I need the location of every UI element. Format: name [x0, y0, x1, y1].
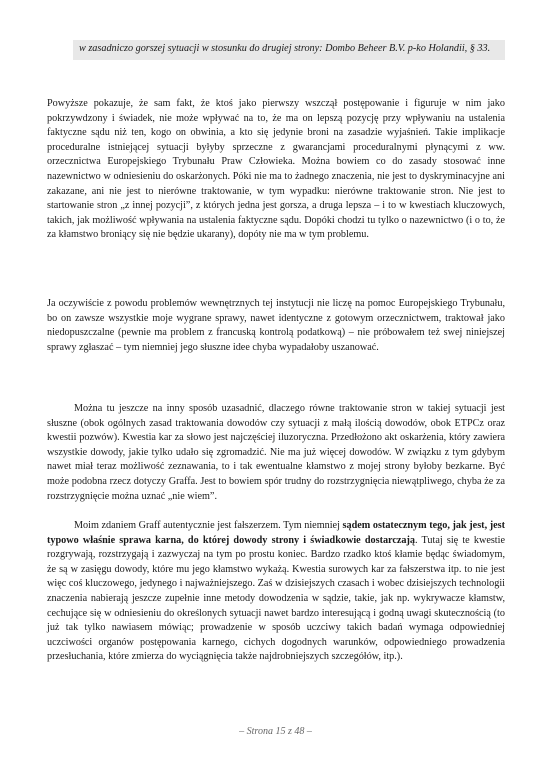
paragraph-4-rest: . Tutaj się te kwestie rozgrywają, rozstrzygają i zazwyczaj na tym po prostu koniec. Bardzo rzadko ktoś kłamie będąc świadomym, że są w zasięgu dowody, które mu jego kłamstwo wykażą. Kwestia surowych kar za fałszerstwa itp. to nie jest więc coś kluczowego, jedynego i najważniejszego. Zaś w dzisiejszych czasach i wobec dzisiejszych technologii znaczenia nabierają jeszcze zupełnie inne metody dowodzenia w sądzie, takie, jak np. wykrywacze kłamstw, cechujące się w odniesieniu do określonych sytuacji nawet bardzo interesującą i godną uwagi skutecznością (to już tak tylko nawiasem mówiąc; prowadzenie w sposób uczciwy takich badań wymaga odpowiedniej uczciwości organów postępowania karnego, cichych dogodnych warunków, odpowiedniego prowadzenia przesłuchania, które zmierza do wyciągnięcia także najdrobniejszych szczegółów, itp.). [47, 534, 505, 663]
quoted-citation: w zasadniczo gorszej sytuacji w stosunku do drugiej strony: Dombo Beheer B.V. p-ko Holandii, § 33. [73, 40, 505, 60]
paragraph-3: Można tu jeszcze na inny sposób uzasadnić, dlaczego równe traktowanie stron w takiej sytuacji jest słuszne (obok ogólnych zasad traktowania dowodów czy sytuacji z małą ilością dowodów, obok ETPCz oraz kwestii pozwów). Kwestia kar za słowo jest najczęściej iluzoryczna. Przedłożono akt oskarżenia, który zawiera wszystkie dowody, jakie tylko udało się zgromadzić. Nie ma już więcej dowodów. W związku z tym gdybym nawet miał teraz możliwość zeznawania, to i tak ewentualne kłamstwo z mojej strony byłoby bezkarne. Być może podobna rzecz dotyczy Graffa. Jest to bowiem spór trudny do rozstrzygnięcia niewątpliwego, chyba że za rozstrzygnięcie można uznać „nie wiem”. [47, 403, 505, 502]
page-number-footer: – Strona 15 z 48 – [239, 726, 312, 737]
paragraph-4-start: Moim zdaniem Graff autentycznie jest fałszerzem. Tym niemniej [74, 520, 343, 531]
paragraph-4 [47, 519, 505, 665]
paragraph-4-emphasis: sądem ostatecznym tego, jak jest, jest typowo właśnie sprawa karna, do której dowody strony i świadkowie dostarczają [47, 520, 506, 546]
paragraph-2: Ja oczywiście z powodu problemów wewnętrznych tej instytucji nie liczę na pomoc Europejskiego Trybunału, bo on zawsze wszystkie moje wygrane sprawy, nawet identyczne z gotowym orzecznictwem, traktował jako niedopuszczalne (pewnie ma problem z francuską kontrolą podatkową) – nie próbowałem też swej niniejszej sprawy zgłaszać – tym niemniej jego słuszne idee chyba wypadałoby uszanować. [47, 298, 505, 353]
paragraph-1: Powyższe pokazuje, że sam fakt, że ktoś jako pierwszy wszczął postępowanie i figuruje w nim jako pokrzywdzony i świadek, nie może wpływać na to, że ma on lepszą pozycję przy wpływaniu na ustalenia faktyczne sądu niż ten, kogo on obwinia, a kto się jedynie broni na zasadzie wyjaśnień. Takie implikacje proceduralne istniejącej sytuacji byłyby sprzeczne z gwarancjami proceduralnymi płynącymi z ww. orzecznictwa Europejskiego Trybunału Praw Człowieka. Można bowiem co do zasady stosować inne nazewnictwo w odniesieniu do oskarżonych. Póki nie ma to żadnego znaczenia, nie jest to dyskryminacyjne ani zakazane, ani nie jest to nierówne traktowanie, w tym wypadku: nierówne traktowanie stron. Nie jest to startowanie stron „z innej pozycji”, z których jedna jest gorsza, a druga lepsza – i to w kwestiach kluczowych, takich, jak możliwość wpływania na ustalenia faktyczne sądu. Dopóki chodzi tu tylko o nazewnictwo (i o to, że za kłamstwo broniący się nie będzie ukarany), dopóty nie ma w tym problemu. [47, 98, 505, 241]
